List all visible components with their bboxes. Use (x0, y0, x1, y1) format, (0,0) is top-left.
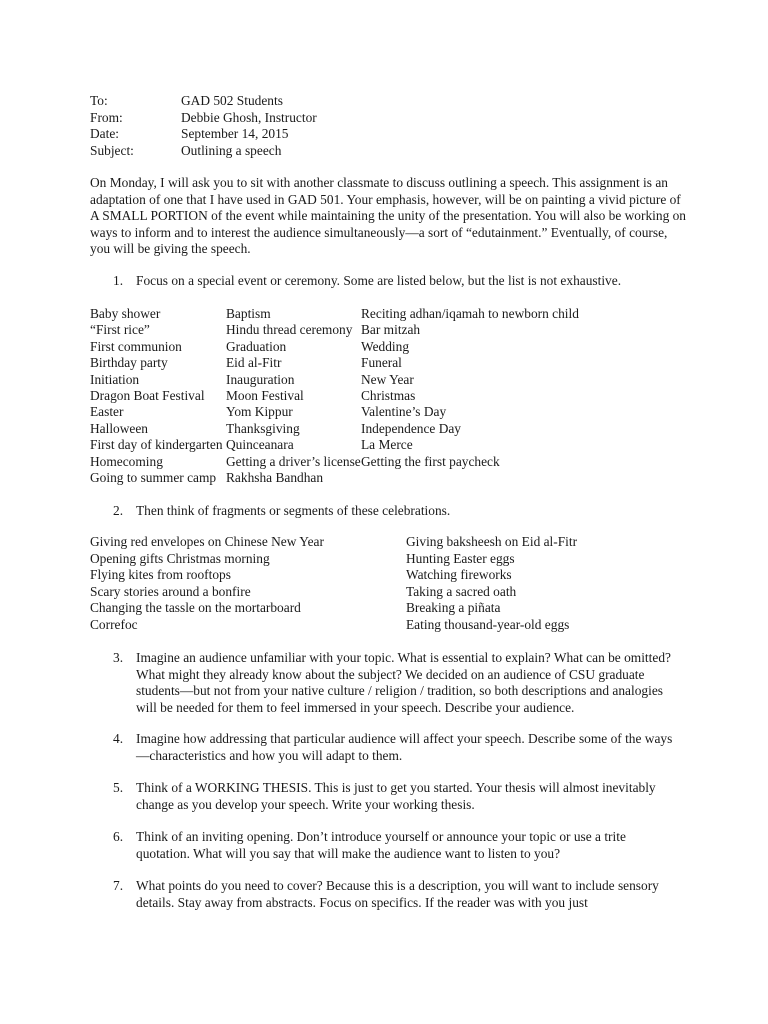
memo-subject-label: Subject: (90, 142, 134, 158)
event-cell: Valentine’s Day (361, 404, 447, 420)
event-cell: Dragon Boat Festival (90, 387, 205, 403)
list-item-number: 2. (113, 503, 124, 518)
event-cell: Wedding (361, 338, 410, 354)
list-item-text: Think of an inviting opening. Don’t introduce yourself or announce your topic or use a trite quotation. What will you say that will make the audience want to listen to you? (136, 829, 626, 861)
event-cell: Yom Kippur (226, 404, 293, 420)
list-item-2 (113, 503, 683, 520)
event-cell: Funeral (361, 355, 402, 371)
fragment-cell: Scary stories around a bonfire (90, 583, 251, 599)
list-item-7 (113, 878, 683, 911)
list-item-text: Focus on a special event or ceremony. Some are listed below, but the list is not exhaustive. (136, 273, 622, 288)
event-cell: Easter (90, 404, 124, 420)
fragment-cell: Eating thousand-year-old eggs (406, 616, 570, 632)
list-item-number: 4. (113, 731, 124, 746)
event-cell: “First rice” (90, 322, 150, 338)
memo-date-value: September 14, 2015 (181, 126, 289, 141)
memo-to-row (90, 93, 317, 110)
list-item-5 (113, 780, 683, 813)
event-cell: Reciting adhan/iqamah to newborn child (361, 306, 579, 321)
list-item-text: Then think of fragments or segments of these celebrations. (136, 503, 451, 518)
list-item-4 (113, 731, 683, 764)
event-cell: Christmas (361, 387, 416, 403)
fragment-cell: Flying kites from rooftops (90, 567, 231, 583)
event-cell: Initiation (90, 371, 140, 387)
list-item-text: Imagine an audience unfamiliar with your topic. What is essential to explain? What can be omitted? What might they already know about the subject? We decided on an audience of CSU graduate students—but not from your native culture / religion / tradition, so both descriptions and analogies will be needed for them to feel immersed in your speech. Describe your audience. (136, 650, 671, 715)
list-item-1 (113, 273, 683, 290)
event-cell: Baptism (226, 306, 271, 321)
event-cell: Independence Day (361, 420, 462, 436)
fragment-cell: Opening gifts Christmas morning (90, 550, 270, 566)
event-cell: Homecoming (90, 453, 163, 469)
event-cell: Birthday party (90, 355, 168, 371)
event-cell: Halloween (90, 420, 149, 436)
list-item-text: Imagine how addressing that particular audience will affect your speech. Describe some of the ways—characteristics and how you will adapt to them. (136, 731, 673, 763)
event-cell: Quinceanara (226, 437, 294, 453)
memo-date-label: Date: (90, 126, 119, 141)
intro-paragraph: On Monday, I will ask you to sit with another classmate to discuss outlining a speech. This assignment is an adaptation of one that I have used in GAD 501. Your emphasis, however, will be on painting a vivid picture of A SMALL PORTION of the event while maintaining the unity of the presentation. You will also be working on ways to inform and to interest the audience simultaneously—a sort of “edutainment.” Eventually, of course, you will be giving the speech. (90, 175, 686, 256)
event-cell: Going to summer camp (90, 469, 217, 485)
list-item-number: 6. (113, 829, 124, 844)
event-cell: Hindu thread ceremony (226, 322, 353, 338)
fragment-cell: Breaking a piñata (406, 600, 501, 616)
list-item-number: 1. (113, 273, 124, 288)
fragment-cell: Changing the tassle on the mortarboard (90, 600, 301, 616)
memo-subject-value: Outlining a speech (181, 142, 282, 158)
event-cell: Moon Festival (226, 387, 304, 403)
memo-from-row (90, 110, 317, 127)
fragment-cell: Giving red envelopes on Chinese New Year (90, 534, 324, 549)
fragment-cell: Taking a sacred oath (406, 583, 517, 599)
event-cell: Getting a driver’s license (226, 453, 361, 469)
event-cell: Rakhsha Bandhan (226, 469, 324, 485)
event-cell: Getting the first paycheck (361, 453, 500, 469)
memo-to-value: GAD 502 Students (181, 93, 283, 108)
event-cell: Baby shower (90, 306, 161, 321)
event-cell: Graduation (226, 338, 287, 354)
memo-to-label: To: (90, 93, 108, 108)
memo-header (90, 93, 317, 159)
list-item-number: 5. (113, 780, 124, 795)
list-item-text: What points do you need to cover? Because this is a description, you will want to include sensory details. Stay away from abstracts. Focus on specifics. If the reader was with you just (136, 878, 659, 910)
list-item-3 (113, 650, 683, 716)
event-cell: First day of kindergarten (90, 437, 223, 453)
event-cell: Eid al-Fitr (226, 355, 282, 371)
fragment-cell: Correfoc (90, 616, 138, 632)
fragment-cell: Giving baksheesh on Eid al-Fitr (406, 534, 578, 549)
list-item-number: 3. (113, 650, 124, 665)
list-item-6 (113, 829, 683, 862)
list-item-number: 7. (113, 878, 124, 893)
list-item-text: Think of a WORKING THESIS. This is just to get you started. Your thesis will almost inevitably change as you develop your speech. Write your working thesis. (136, 780, 656, 812)
event-cell: La Merce (361, 437, 413, 453)
event-cell: First communion (90, 338, 182, 354)
fragment-cell: Hunting Easter eggs (406, 550, 515, 566)
fragment-cell: Watching fireworks (406, 567, 512, 583)
event-cell: Thanksgiving (226, 420, 300, 436)
event-cell: Bar mitzah (361, 322, 421, 338)
memo-from-value: Debbie Ghosh, Instructor (181, 109, 317, 125)
event-cell: New Year (361, 371, 414, 387)
memo-subject-row (90, 143, 317, 160)
event-cell: Inauguration (226, 371, 295, 387)
memo-date-row (90, 126, 317, 143)
memo-from-label: From: (90, 109, 123, 125)
